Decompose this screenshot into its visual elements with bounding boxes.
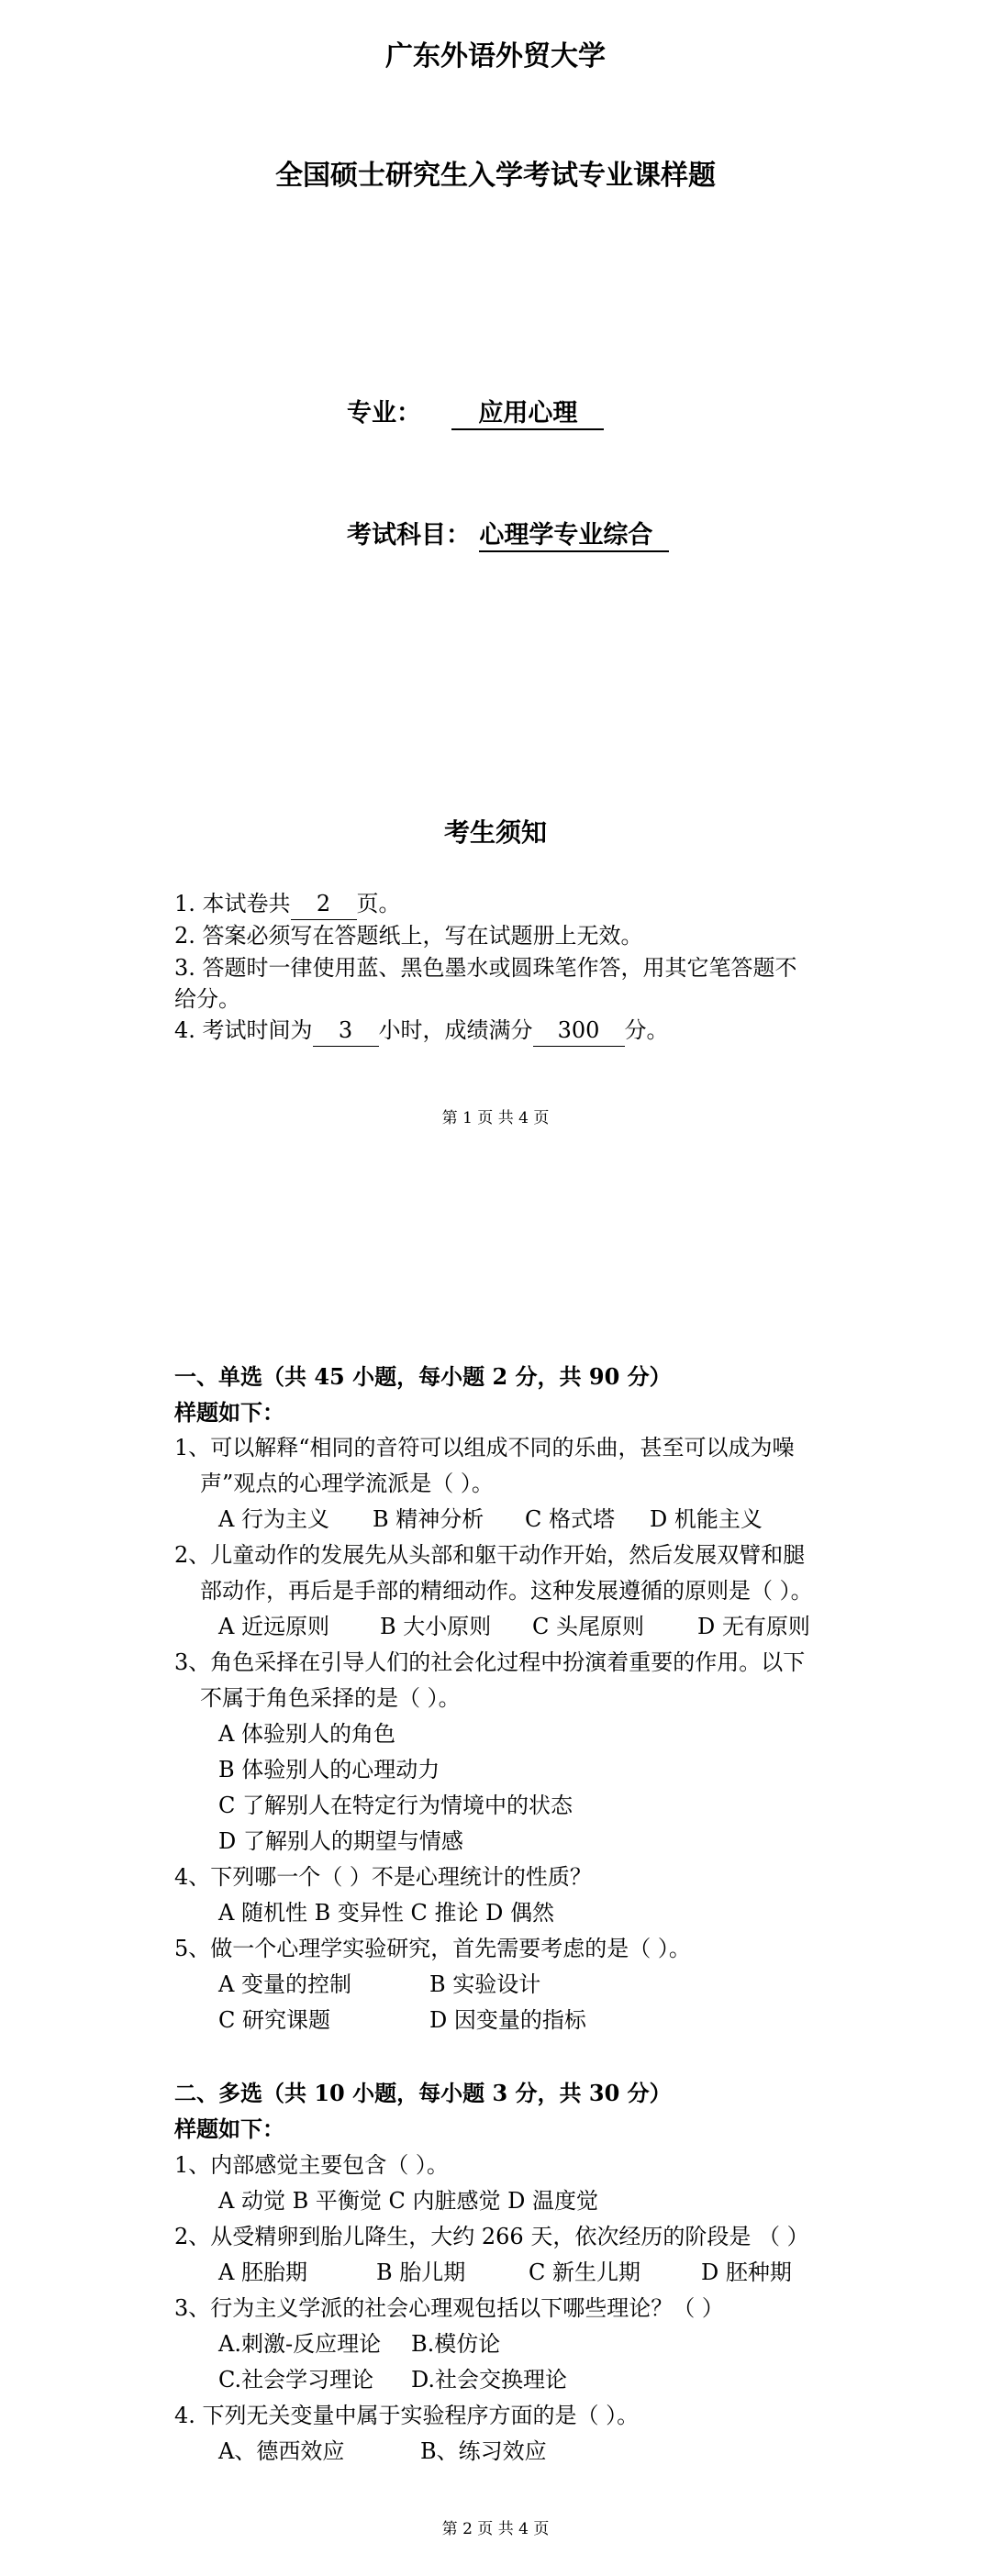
s2-q4-option-b: B、练习效应 bbox=[420, 2438, 547, 2464]
s1-q3-option-c: C 了解别人在特定行为情境中的状态 bbox=[218, 1793, 573, 1818]
subject-label: 考试科目： bbox=[347, 521, 471, 550]
subject-line bbox=[347, 515, 669, 552]
university-title: 广东外语外贸大学 bbox=[385, 40, 606, 72]
s1-q2-option-c: C 头尾原则 bbox=[532, 1614, 644, 1639]
s1-q1-line1: 1、可以解释“相同的音符可以组成不同的乐曲，甚至可以成为噪 bbox=[174, 1435, 795, 1460]
s1-q5-options-row1 bbox=[218, 1969, 540, 2000]
s1-q5-option-d: D 因变量的指标 bbox=[429, 2007, 586, 2033]
section-1-title: 一、单选（共 45 小题，每小题 2 分，共 90 分） bbox=[174, 1363, 672, 1390]
s2-q4-options bbox=[218, 2436, 547, 2467]
s2-q2-option-a: A 胚胎期 bbox=[218, 2260, 307, 2285]
s1-q1-option-d: D 机能主义 bbox=[650, 1506, 763, 1532]
page-2-footer: 第 2 页 共 4 页 bbox=[441, 2520, 550, 2538]
s2-q3-option-a: A.刺激-反应理论 bbox=[218, 2331, 382, 2357]
section-1-sample-label: 样题如下： bbox=[174, 1399, 284, 1426]
major-line bbox=[347, 393, 604, 430]
s1-q1-option-b: B 精神分析 bbox=[373, 1506, 484, 1532]
notice-full-score: 300 bbox=[533, 1015, 625, 1047]
s2-q2-option-d: D 胚种期 bbox=[701, 2260, 792, 2285]
s2-q1-options: A 动觉 B 平衡觉 C 内脏感觉 D 温度觉 bbox=[218, 2188, 598, 2214]
section-2-title: 二、多选（共 10 小题，每小题 3 分，共 30 分） bbox=[174, 2080, 672, 2106]
notice-page-count: 2 bbox=[291, 888, 357, 920]
notice-item-1-text: 1. 本试卷共 bbox=[174, 891, 291, 916]
s1-q4-options: A 随机性 B 变异性 C 推论 D 偶然 bbox=[218, 1900, 554, 1926]
s2-q3-option-c: C.社会学习理论 bbox=[218, 2367, 374, 2393]
s1-q1-line2: 声”观点的心理学流派是（ ）。 bbox=[200, 1471, 494, 1496]
s1-q5-option-b: B 实验设计 bbox=[429, 1971, 541, 1997]
s1-q3-option-a: A 体验别人的角色 bbox=[218, 1721, 395, 1747]
s2-q2-option-b: B 胎儿期 bbox=[376, 2260, 466, 2285]
s2-q3-option-d: D.社会交换理论 bbox=[411, 2367, 568, 2393]
s2-q3-options-row1 bbox=[218, 2328, 500, 2359]
subject-value: 心理学专业综合 bbox=[479, 515, 669, 552]
s1-q5-line1: 5、做一个心理学实验研究，首先需要考虑的是（ ）。 bbox=[174, 1936, 691, 1961]
notice-item-1 bbox=[174, 888, 401, 920]
s2-q3-option-b: B.模仿论 bbox=[411, 2331, 501, 2357]
notice-item-4-mid: 小时，成绩满分 bbox=[378, 1017, 533, 1043]
s1-q3-line2: 不属于角色采择的是（ ）。 bbox=[200, 1685, 461, 1711]
notice-item-4 bbox=[174, 1015, 669, 1047]
s1-q5-option-c: C 研究课题 bbox=[218, 2007, 330, 2033]
s2-q3-options-row2 bbox=[218, 2364, 567, 2395]
s1-q5-option-a: A 变量的控制 bbox=[218, 1971, 351, 1997]
notice-item-1-suffix: 页。 bbox=[356, 891, 401, 916]
s2-q2-options bbox=[218, 2257, 792, 2288]
s2-q4-line1: 4. 下列无关变量中属于实验程序方面的是（ ）。 bbox=[174, 2403, 640, 2428]
s1-q3-line1: 3、角色采择在引导人们的社会化过程中扮演着重要的作用。以下 bbox=[174, 1649, 806, 1675]
s1-q2-option-d: D 无有原则 bbox=[697, 1614, 810, 1639]
major-label: 专业： bbox=[347, 399, 421, 427]
notice-title: 考生须知 bbox=[443, 817, 547, 848]
notice-item-4-text: 4. 考试时间为 bbox=[174, 1017, 313, 1043]
s1-q5-options-row2 bbox=[218, 2004, 586, 2036]
major-value: 应用心理 bbox=[451, 393, 604, 430]
notice-exam-hours: 3 bbox=[313, 1015, 379, 1047]
page-1-footer: 第 1 页 共 4 页 bbox=[441, 1109, 550, 1127]
s2-q2-line1: 2、从受精卵到胎儿降生，大约 266 天，依次经历的阶段是 （ ） bbox=[174, 2224, 809, 2249]
s1-q4-line1: 4、下列哪一个（ ）不是心理统计的性质？ bbox=[174, 1864, 592, 1890]
section-2-sample-label: 样题如下： bbox=[174, 2115, 284, 2142]
notice-item-4-suffix: 分。 bbox=[624, 1017, 669, 1043]
s1-q2-line1: 2、儿童动作的发展先从头部和躯干动作开始，然后发展双臂和腿 bbox=[174, 1542, 806, 1568]
s1-q2-options bbox=[218, 1611, 810, 1642]
s1-q2-option-a: A 近远原则 bbox=[218, 1614, 329, 1639]
s2-q4-option-a: A、德西效应 bbox=[218, 2438, 345, 2464]
s1-q2-line2: 部动作，再后是手部的精细动作。这种发展遵循的原则是（ ）。 bbox=[200, 1578, 813, 1604]
s2-q1-line1: 1、内部感觉主要包含（ ）。 bbox=[174, 2152, 449, 2178]
s1-q1-option-a: A 行为主义 bbox=[218, 1506, 329, 1532]
s2-q2-option-c: C 新生儿期 bbox=[529, 2260, 640, 2285]
s1-q3-option-d: D 了解别人的期望与情感 bbox=[218, 1828, 463, 1854]
s1-q3-option-b: B 体验别人的心理动力 bbox=[218, 1757, 440, 1782]
s2-q3-line1: 3、行为主义学派的社会心理观包括以下哪些理论？（ ） bbox=[174, 2295, 724, 2321]
s1-q2-option-b: B 大小原则 bbox=[380, 1614, 492, 1639]
s1-q1-options bbox=[218, 1504, 763, 1535]
s1-q1-option-c: C 格式塔 bbox=[525, 1506, 615, 1532]
notice-item-3-line1: 3. 答题时一律使用蓝、黑色墨水或圆珠笔作答，用其它笔答题不 bbox=[174, 955, 797, 981]
exam-title: 全国硕士研究生入学考试专业课样题 bbox=[275, 160, 716, 192]
notice-item-2: 2. 答案必须写在答题纸上，写在试题册上无效。 bbox=[174, 923, 643, 949]
notice-item-3-line2: 给分。 bbox=[174, 986, 240, 1012]
